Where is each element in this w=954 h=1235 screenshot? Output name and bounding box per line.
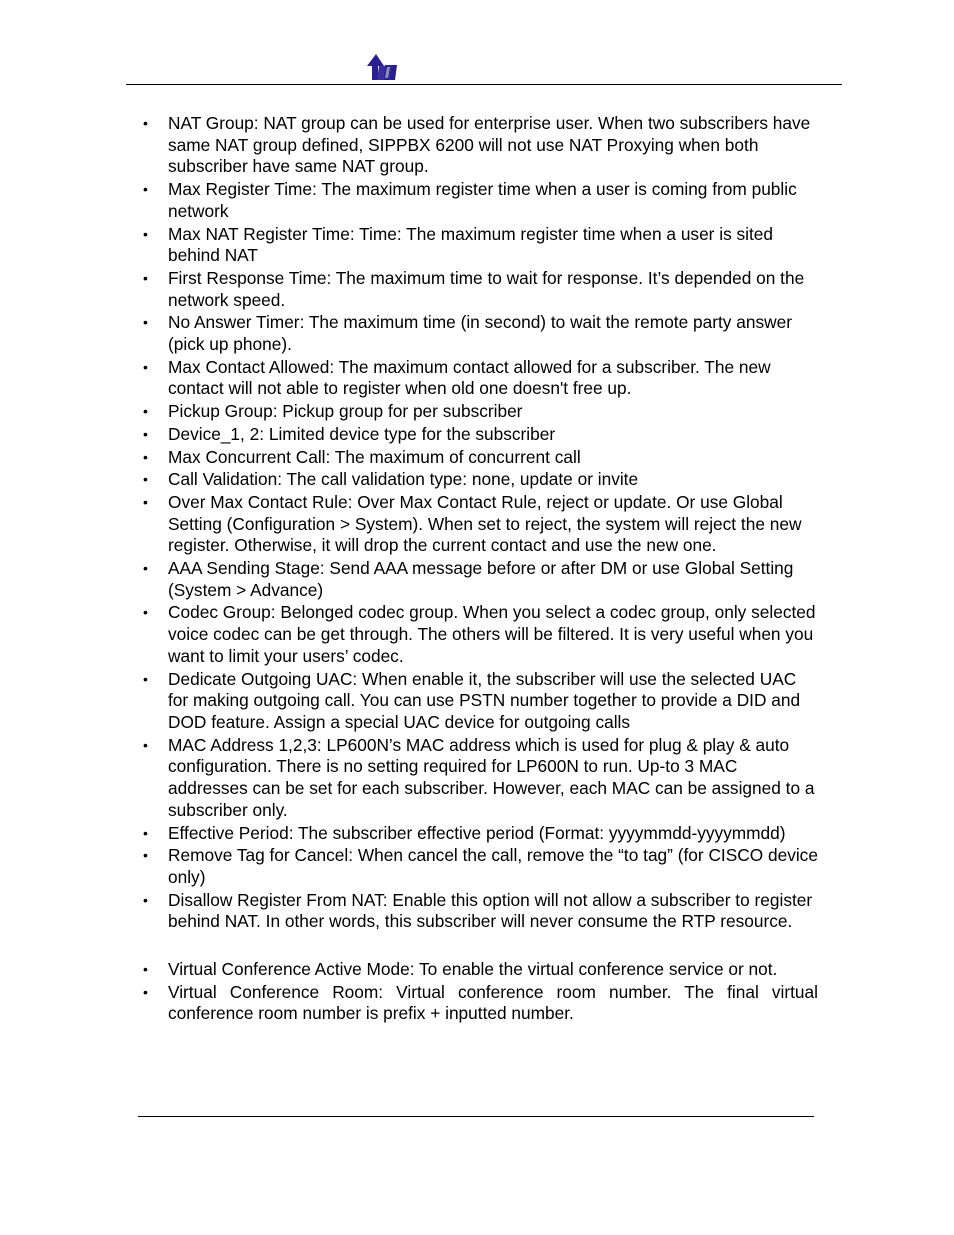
list-item: • Pickup Group: Pickup group for per subscriber bbox=[138, 401, 818, 423]
list-item: • Virtual Conference Active Mode: To enable the virtual conference service or not. bbox=[138, 959, 818, 981]
list-item: • Effective Period: The subscriber effective period (Format: yyyymmdd-yyyymmdd) bbox=[138, 823, 818, 845]
list-item: • Call Validation: The call validation type: none, update or invite bbox=[138, 469, 818, 491]
company-logo-icon bbox=[367, 54, 397, 81]
list-item: • First Response Time: The maximum time to wait for response. It’s depended on the network speed. bbox=[138, 268, 818, 311]
list-item: • Device_1, 2: Limited device type for the subscriber bbox=[138, 424, 818, 446]
list-item: • Dedicate Outgoing UAC: When enable it, the subscriber will use the selected UAC for making outgoing call. You can use PSTN number together to provide a DID and DOD feature. Assign a special UAC device for outgoing calls bbox=[138, 669, 818, 734]
list-item: • Max Register Time: The maximum register time when a user is coming from public network bbox=[138, 179, 818, 222]
parameter-list bbox=[138, 113, 818, 933]
list-item: • Codec Group: Belonged codec group. When you select a codec group, only selected voice codec can be get through. The others will be filtered. It is very useful when you want to limit your users’ codec. bbox=[138, 602, 818, 667]
document-body bbox=[138, 113, 818, 1026]
list-item: • Over Max Contact Rule: Over Max Contact Rule, reject or update. Or use Global Setting (Configuration > System). When set to reject, the system will reject the new register. Otherwise, it will drop the current contact and use the new one. bbox=[138, 492, 818, 557]
list-item: • Max Contact Allowed: The maximum contact allowed for a subscriber. The new contact will not able to register when old one doesn't free up. bbox=[138, 357, 818, 400]
list-item: • Virtual Conference Room: Virtual conference room number. The final virtual conference room number is prefix + inputted number. bbox=[138, 982, 818, 1025]
list-item: • Disallow Register From NAT: Enable this option will not allow a subscriber to register behind NAT. In other words, this subscriber will never consume the RTP resource. bbox=[138, 890, 818, 933]
header-rule bbox=[126, 84, 842, 85]
list-item: • MAC Address 1,2,3: LP600N’s MAC address which is used for plug & play & auto configuration. There is no setting required for LP600N to run. Up-to 3 MAC addresses can be set for each subscriber. However, each MAC can be assigned to a subscriber only. bbox=[138, 735, 818, 822]
section-gap bbox=[138, 934, 818, 959]
conference-list bbox=[138, 959, 818, 1025]
list-item: • Max NAT Register Time: Time: The maximum register time when a user is sited behind NAT bbox=[138, 224, 818, 267]
footer-rule bbox=[138, 1116, 814, 1117]
list-item: • Max Concurrent Call: The maximum of concurrent call bbox=[138, 447, 818, 469]
list-item: • AAA Sending Stage: Send AAA message before or after DM or use Global Setting (System > Advance) bbox=[138, 558, 818, 601]
list-item: • No Answer Timer: The maximum time (in second) to wait the remote party answer (pick up phone). bbox=[138, 312, 818, 355]
list-item: • Remove Tag for Cancel: When cancel the call, remove the “to tag” (for CISCO device only) bbox=[138, 845, 818, 888]
list-item: • NAT Group: NAT group can be used for enterprise user. When two subscribers have same NAT group defined, SIPPBX 6200 will not use NAT Proxying when both subscriber have same NAT group. bbox=[138, 113, 818, 178]
